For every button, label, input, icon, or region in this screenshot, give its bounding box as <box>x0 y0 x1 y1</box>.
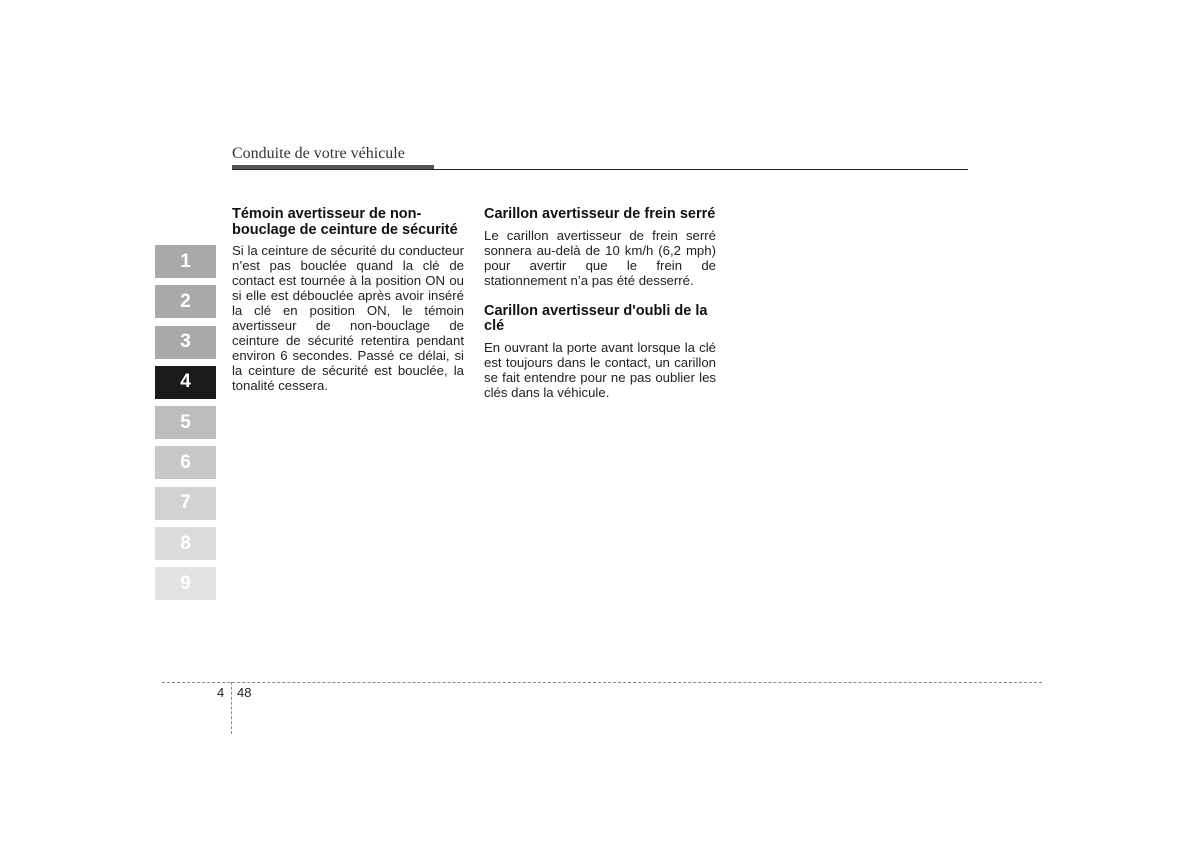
footer-chapter-number: 4 <box>217 685 225 700</box>
key-reminder-chime-text: En ouvrant la porte avant lorsque la clé est toujours dans le contact, un carillon se fait entendre pour ne pas oublier les clés dans la véhicule. <box>484 339 716 400</box>
chapter-tab-7[interactable]: 7 <box>155 487 216 520</box>
key-reminder-chime-heading: Carillon avertisseur d'oubli de la clé <box>484 302 708 334</box>
chapter-tab-9[interactable]: 9 <box>155 567 216 600</box>
chapter-tab-2[interactable]: 2 <box>155 285 216 318</box>
parking-brake-chime-heading: Carillon avertisseur de frein serré <box>484 206 716 222</box>
header-rule <box>232 169 968 170</box>
footer-dashed-rule <box>162 682 1042 683</box>
section-spacer <box>484 288 716 304</box>
seatbelt-warning-heading: Témoin avertisseur de non-bouclage de ceinture de sécurité <box>232 206 458 238</box>
middle-column <box>484 207 716 400</box>
running-header-title: Conduite de votre véhicule <box>232 145 405 162</box>
chapter-tab-6[interactable]: 6 <box>155 446 216 479</box>
chapter-tab-1[interactable]: 1 <box>155 245 216 278</box>
seatbelt-warning-text: Si la ceinture de sécurité du conducteur n’est pas bouclée quand la clé de contact est tournée à la position ON ou si elle est débouclée après avoir inséré la clé en position ON, le témoin avertisseur de non-bouclage de ceinture de sécurité retentira pendant environ 6 secondes. Passé ce délai, si la ceinture de sécurité est bouclée, la tonalité cessera. <box>232 243 464 393</box>
left-column <box>232 207 464 393</box>
parking-brake-chime-text: Le carillon avertisseur de frein serré sonnera au-delà de 10 km/h (6,2 mph) pour avertir que le frein de stationnement n’a pas été desserré. <box>484 227 716 288</box>
chapter-tab-3[interactable]: 3 <box>155 326 216 359</box>
footer-dashed-divider <box>231 682 232 734</box>
chapter-tab-5[interactable]: 5 <box>155 406 216 439</box>
chapter-tab-4-active[interactable]: 4 <box>155 366 216 399</box>
footer-page-number: 48 <box>237 685 252 700</box>
chapter-tabs <box>155 245 216 608</box>
chapter-tab-8[interactable]: 8 <box>155 527 216 560</box>
